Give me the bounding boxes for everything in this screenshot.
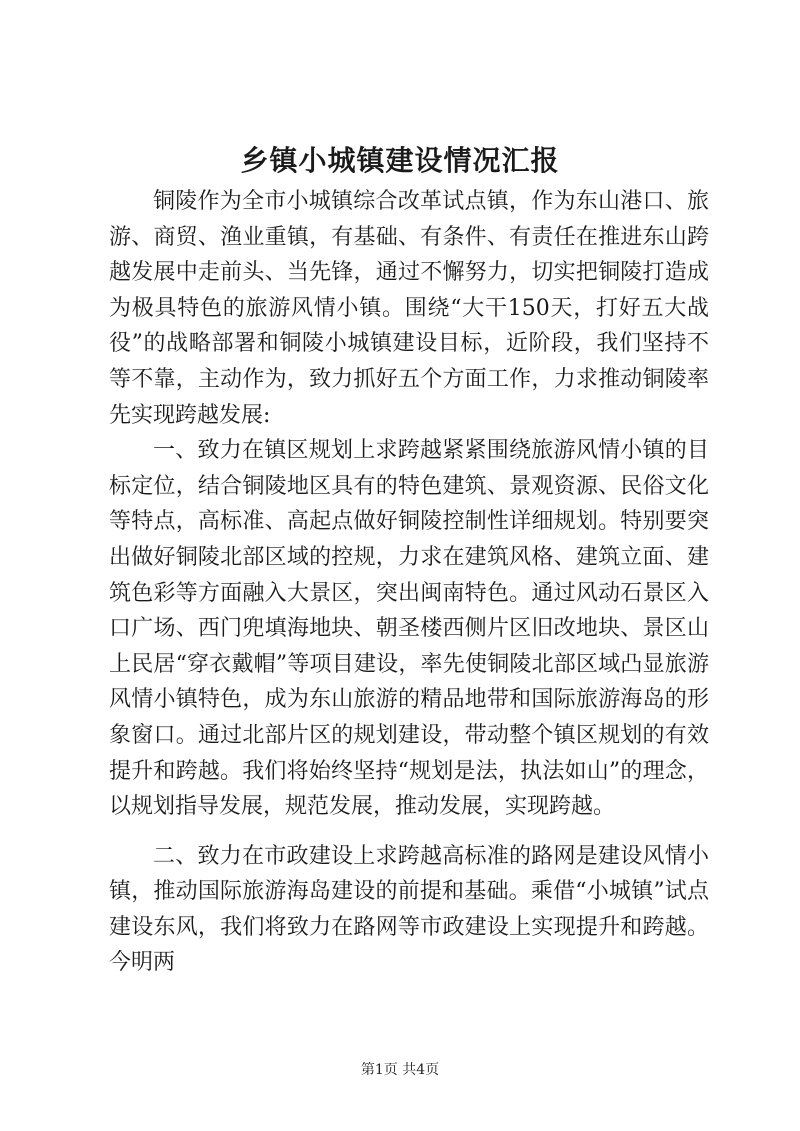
paragraph-intro: 铜陵作为全市小城镇综合改革试点镇，作为东山港口、旅游、商贸、渔业重镇，有基础、有条件、有责任在推进东山跨越发展中走前头、当先锋，通过不懈努力，切实把铜陵打造成为极具特色的旅游风情小镇。围绕“大干150天，打好五大战役”的战略部署和铜陵小城镇建设目标，近阶段，我们坚持不等不靠，主动作为，致力抓好五个方面工作，力求推动铜陵率先实现跨越发展:	[109, 189, 709, 428]
document-title: 乡镇小城镇建设情况汇报	[240, 144, 560, 177]
paragraph-planning: 一、致力在镇区规划上求跨越紧紧围绕旅游风情小镇的目标定位，结合铜陵地区具有的特色建筑、景观资源、民俗文化等特点，高标准、高起点做好铜陵控制性详细规划。特别要突出做好铜陵北部区域的控规，力求在建筑风格、建筑立面、建筑色彩等方面融入大景区，突出闽南特色。通过风动石景区入口广场、西门兜填海地块、朝圣楼西侧片区旧改地块、景区山上民居“穿衣戴帽”等项目建设，率先使铜陵北部区域凸显旅游风情小镇特色，成为东山旅游的精品地带和国际旅游海岛的形象窗口。通过北部片区的规划建设，带动整个镇区规划的有效提升和跨越。我们将始终坚持“规划是法，执法如山”的理念，以规划指导发展，规范发展，推动发展，实现跨越。	[109, 438, 709, 820]
page-footer: 第1页 共4页	[360, 1062, 440, 1078]
document-body	[109, 184, 709, 981]
paragraph-municipal: 二、致力在市政建设上求跨越高标准的路网是建设风情小镇，推动国际旅游海岛建设的前提和基础。乘借“小城镇”试点建设东风，我们将致力在路网等市政建设上实现提升和跨越。今明两	[109, 843, 709, 976]
